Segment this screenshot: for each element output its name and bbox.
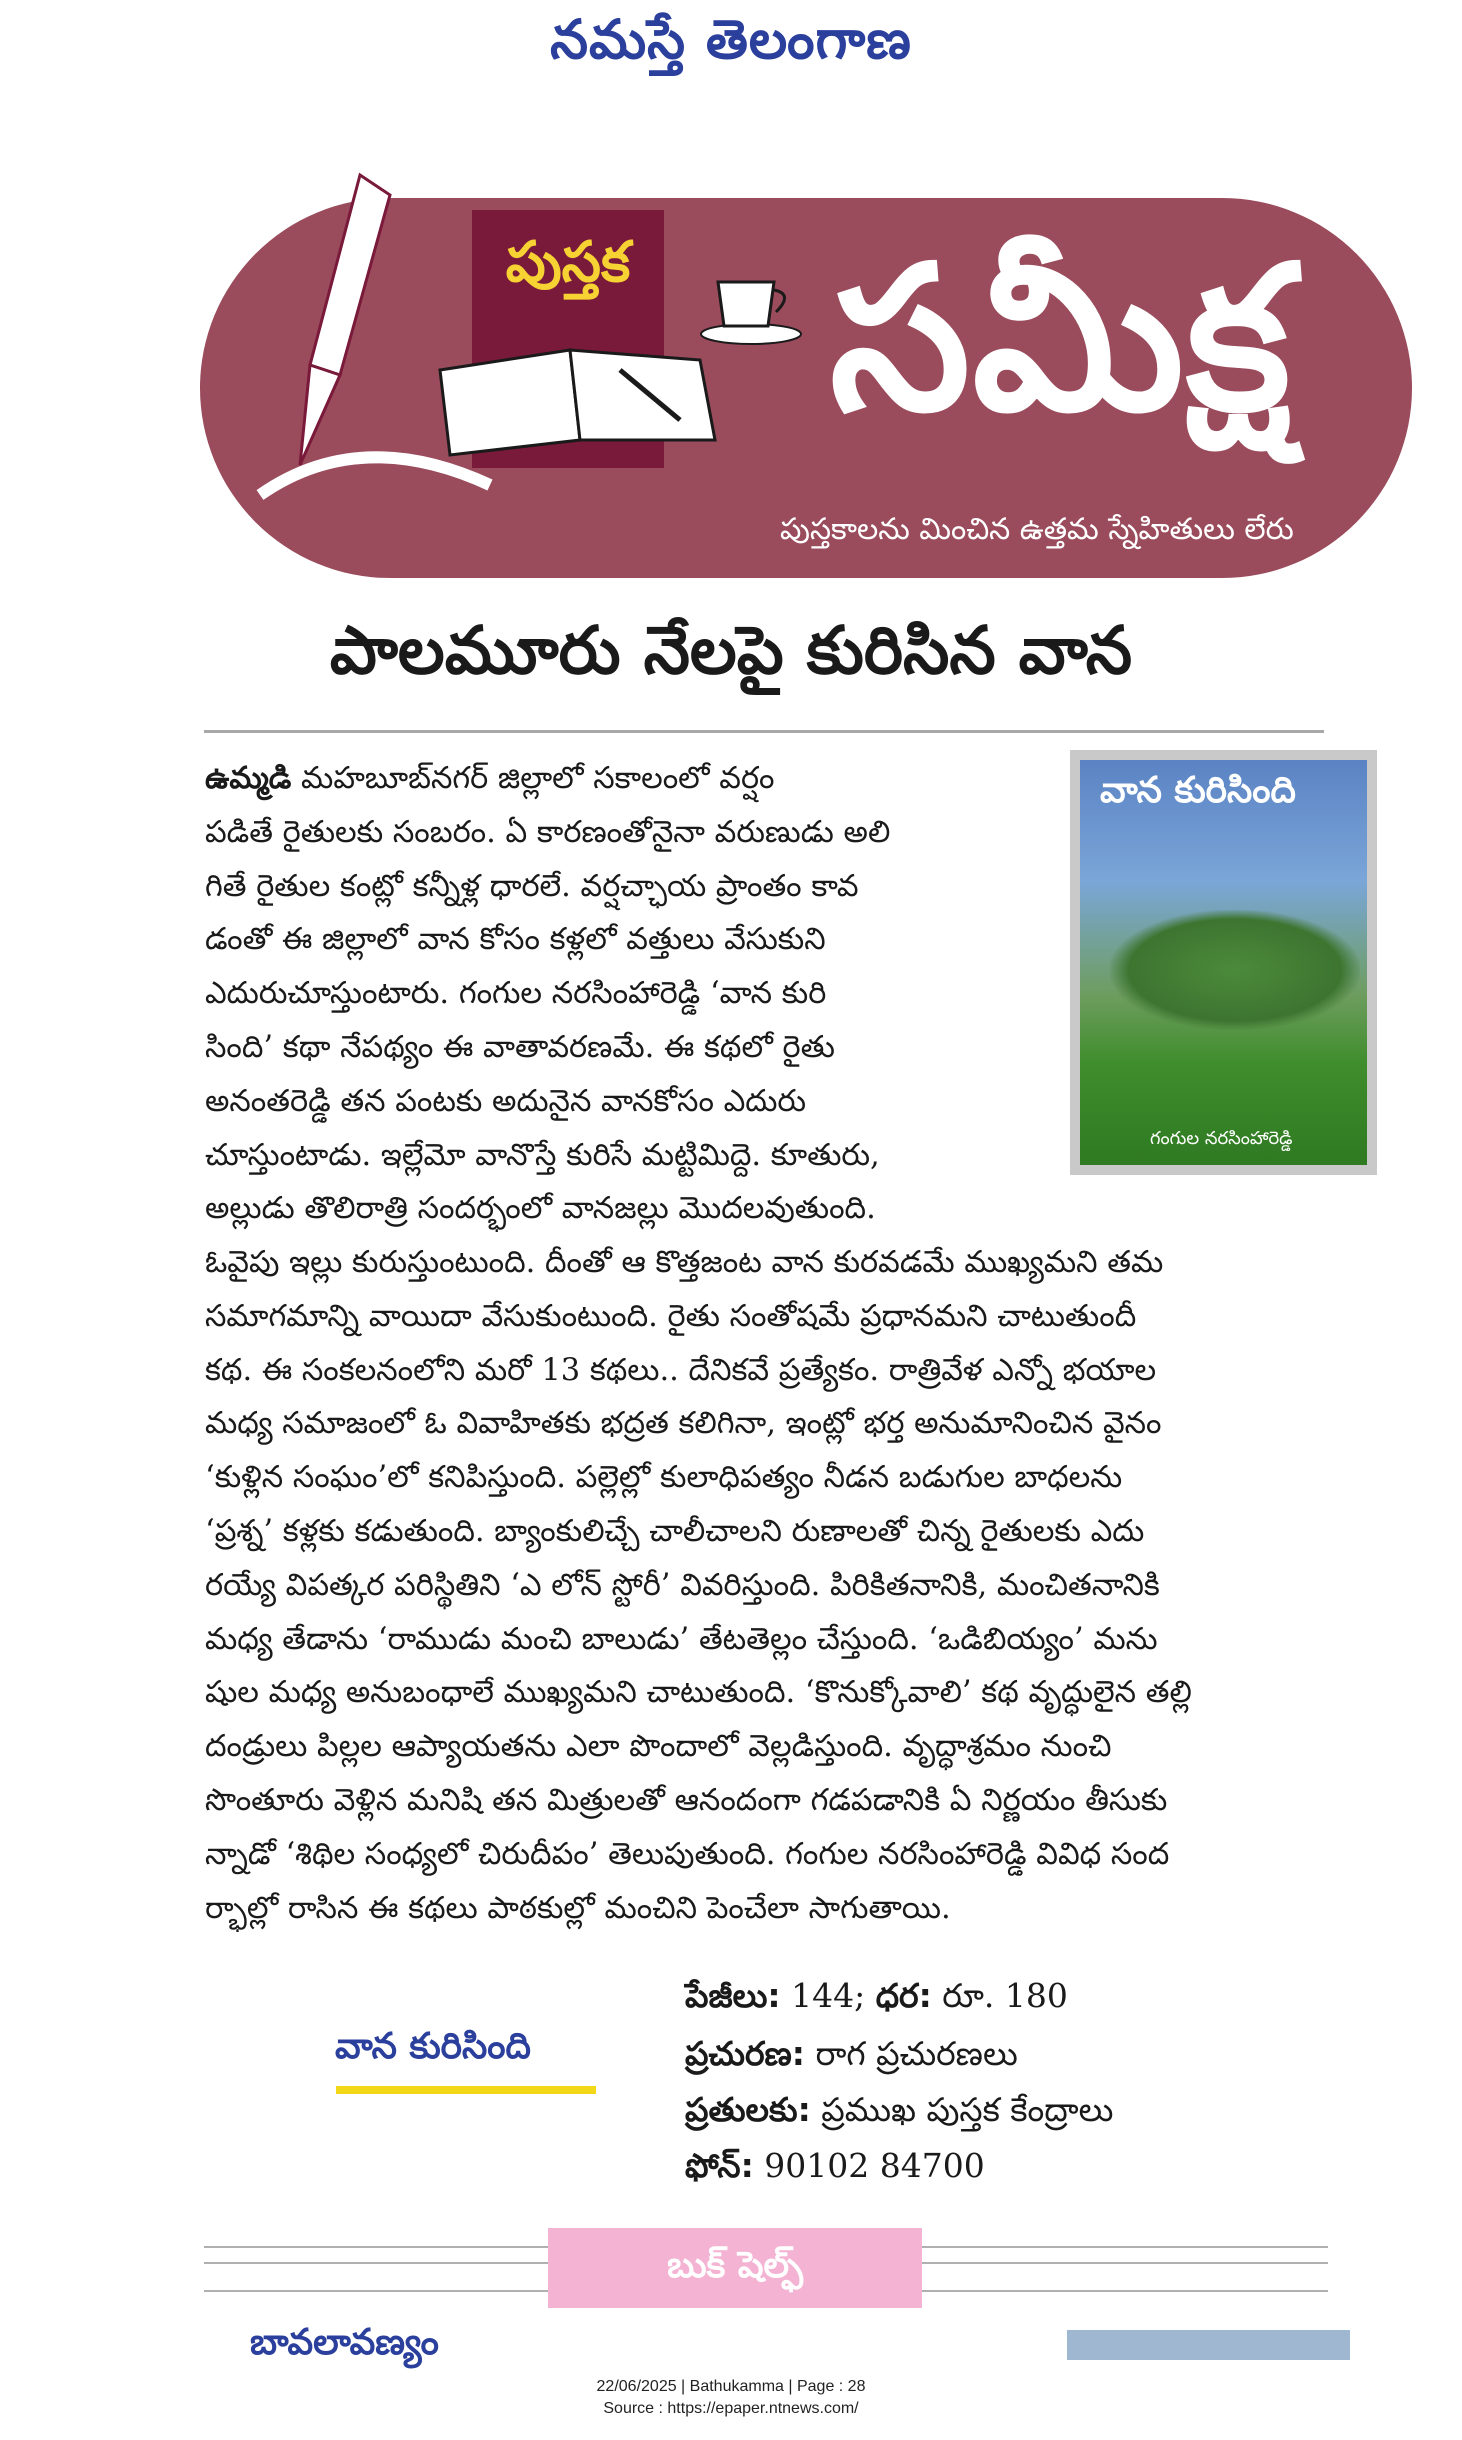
book-shelf-label: బుక్ షెల్ఫ్ [667, 2245, 803, 2286]
coffee-cup-icon [696, 268, 806, 348]
next-book-cover [1067, 2330, 1350, 2360]
footer-date: 22/06/2025 | Bathukamma | Page : 28 [596, 2378, 866, 2395]
article-line: చూస్తుంటాడు. ఇల్లేమో వానొస్తే కురిసే మట్టిమిద్దె. కూతురు, [205, 1137, 880, 1173]
article-line: దండ్రులు పిల్లల ఆప్యాయతను ఎలా పొందాలో వెల్లడిస్తుంది. వృద్ధాశ్రమం నుంచి [205, 1729, 1112, 1765]
book-publisher: ప్రచురణ: రాగ ప్రచురణలు [685, 2034, 1018, 2073]
article-line: పడితే రైతులకు సంబరం. ఏ కారణంతోనైనా వరుణుడు అలి [205, 814, 891, 850]
article-headline: పాలమూరు నేలపై కురిసిన వాన [329, 612, 1133, 689]
article-body-wide [205, 1236, 1192, 1935]
article-line: ఓవైపు ఇల్లు కురుస్తుంటుంది. దీంతో ఆ కొత్తజంట వాన కురవడమే ముఖ్యమని తమ [205, 1245, 1164, 1280]
book-pages-price: పేజీలు: 144; ధర: రూ. 180 [685, 1976, 1068, 2015]
banner-tagline: పుస్తకాలను మించిన ఉత్తమ స్నేహితులు లేరు [780, 512, 1294, 547]
book-cover [1070, 750, 1377, 1175]
article-line: మధ్య తేడాను ‘రాముడు మంచి బాలుడు’ తేటతెల్లం చేస్తుంది. ‘ఒడిబియ్యం’ మను [205, 1621, 1158, 1657]
article-line: మధ్య సమాజంలో ఓ వివాహితకు భద్రత కలిగినా, ఇంట్లో భర్త అనుమానించిన వైనం [205, 1406, 1162, 1442]
article-line: సొంతూరు వెళ్లిన మనిషి తన మిత్రులతో ఆనందంగా గడపడానికి ఏ నిర్ణయం తీసుకు [205, 1782, 1168, 1818]
article-line: ‘ప్రశ్న’ కళ్లకు కడుతుంది. బ్యాంకులిచ్చే చాలీచాలని రుణాలతో చిన్న రైతులకు ఎదు [205, 1513, 1145, 1549]
article-line: సింది’ కథా నేపథ్యం ఈ వాతావరణమే. ఈ కథలో రైతు [205, 1029, 835, 1065]
article-line: న్నాడో ‘శిథిల సంధ్యలో చిరుదీపం’ తెలుపుతుంది. గంగుల నరసింహారెడ్డి వివిధ సంద [205, 1836, 1170, 1872]
article-line: సమాగమాన్ని వాయిదా వేసుకుంటుంది. రైతు సంతోషమే ప్రధానమని చాటుతుందీ [205, 1298, 1137, 1334]
book-phone: ఫోన్: 90102 84700 [685, 2146, 985, 2185]
article-line: కథ. ఈ సంకలనంలోని మరో 13 కథలు.. దేనికవే ప్రత్యేకం. రాత్రివేళ ఎన్నో భయాల [205, 1352, 1157, 1388]
article-line: ‘కుళ్లిన సంఘం’లో కనిపిస్తుంది. పల్లెల్లో కులాధిపత్యం నీడన బడుగుల బాధలను [205, 1460, 1123, 1496]
book-title: వాన కురిసింది [335, 2026, 531, 2067]
banner-pustaka: పుస్తక [505, 230, 631, 295]
open-book-icon [430, 330, 730, 460]
article-line: డంతో ఈ జిల్లాలో వాన కోసం కళ్లలో వత్తులు వేసుకుని [205, 922, 826, 958]
article-line: గితే రైతుల కంట్లో కన్నీళ్ల ధారలే. వర్షచ్ఛాయ ప్రాంతం కావ [205, 868, 859, 904]
cover-tree-image [1110, 910, 1360, 1030]
lead-word: ఉమ్మడి [205, 760, 292, 796]
article-line: ఉమ్మడి మహబూబ్‌నగర్ జిల్లాలో సకాలంలో వర్షం [205, 760, 775, 796]
cover-author: గంగుల నరసింహారెడ్డి [1150, 1128, 1293, 1149]
article-line: షుల మధ్య అనుబంధాలే ముఖ్యమని చాటుతుంది. ‘కొనుక్కోవాలి’ కథ వృద్ధులైన తల్లి [205, 1675, 1192, 1711]
next-book-title: బావలావణ్యం [250, 2322, 439, 2363]
masthead: నమస్తే తెలంగాణ [550, 8, 912, 71]
article-line: ర్భాల్లో రాసిన ఈ కథలు పాఠకుల్లో మంచిని పెంచేలా సాగుతాయి. [205, 1890, 951, 1926]
article-body-narrow [205, 752, 890, 1236]
cover-title: వాన కురిసింది [1100, 770, 1296, 811]
book-copies: ప్రతులకు: ప్రముఖ పుస్తక కేంద్రాలు [685, 2090, 1114, 2129]
banner-sameeksha: సమీక్ష [830, 223, 1293, 456]
book-title-underline [336, 2086, 596, 2094]
article-line: రయ్యే విపత్కర పరిస్థితిని ‘ఎ లోన్ స్టోరీ’ వివరిస్తుంది. పిరికితనానికి, మంచితనానికి [205, 1567, 1160, 1603]
article-line: అనంతరెడ్డి తన పంటకు అదునైన వానకోసం ఎదురు [205, 1083, 807, 1119]
footer-source: Source : https://epaper.ntnews.com/ [603, 2400, 859, 2417]
article-line: అల్లుడు తొలిరాత్రి సందర్భంలో వానజల్లు మొదలవుతుంది. [205, 1191, 876, 1227]
article-line: ఎదురుచూస్తుంటారు. గంగుల నరసింహారెడ్డి ‘వాన కురి [205, 976, 827, 1012]
headline-divider [204, 730, 1324, 733]
